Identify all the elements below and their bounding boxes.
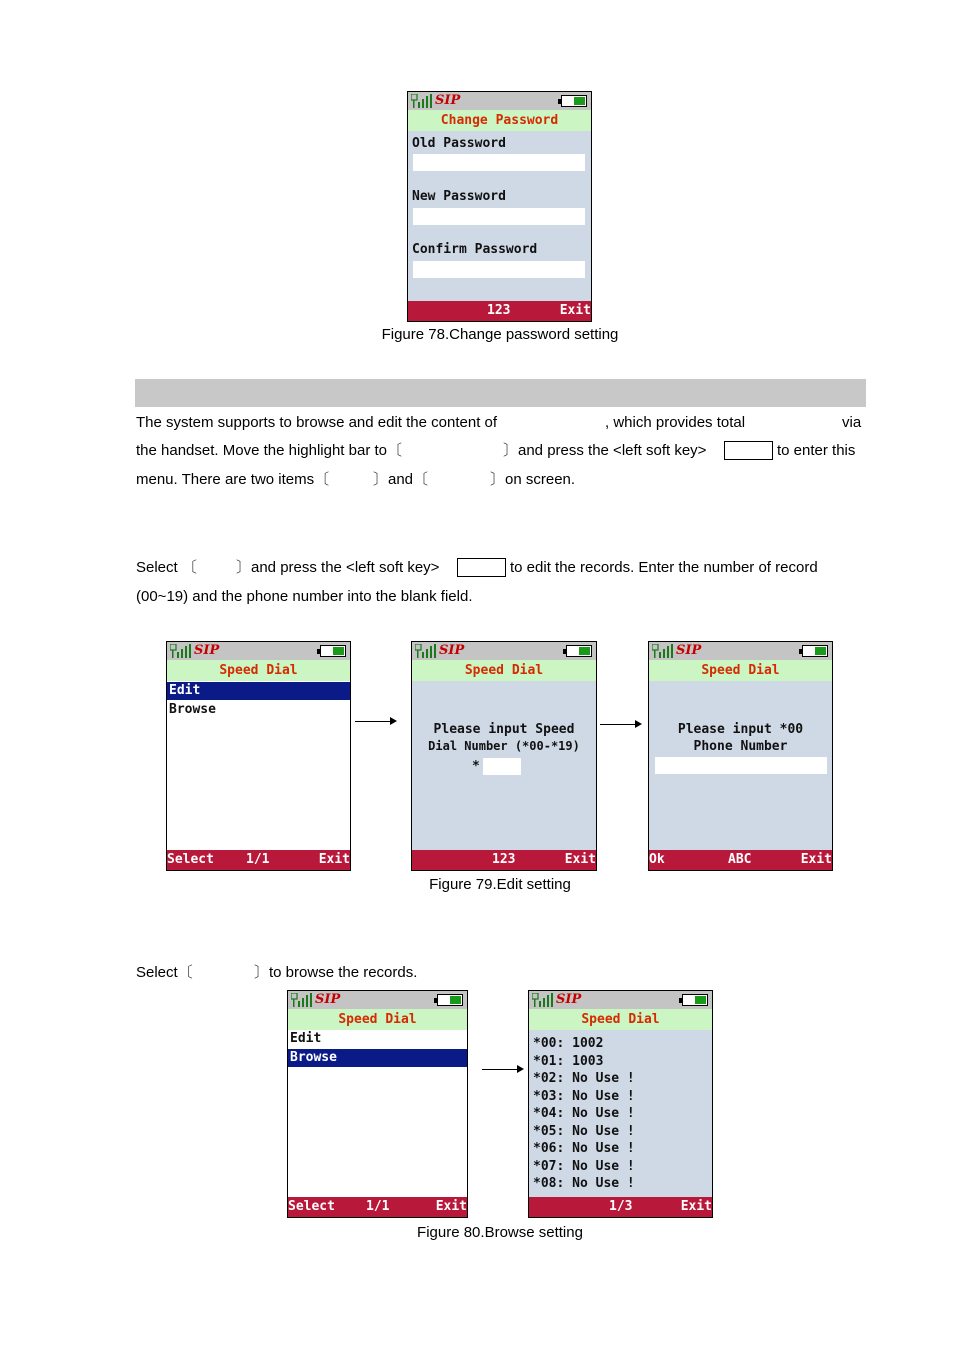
prompt-line-2: Dial Number (*00-*19) <box>428 739 580 753</box>
menu-item-edit[interactable]: Edit <box>290 1031 322 1046</box>
prompt-line-2: Phone Number <box>693 739 788 754</box>
soft-key-mid[interactable]: ABC <box>728 852 752 867</box>
battery-icon <box>682 994 708 1006</box>
soft-key-left[interactable]: Select <box>167 852 214 867</box>
soft-key-bar <box>288 1197 467 1217</box>
signal-icon <box>170 644 192 658</box>
intro-line3a: menu. There are two items〔 <box>136 471 330 488</box>
record-item[interactable]: *08: No Use ! <box>533 1176 635 1191</box>
screen-title: Speed Dial <box>167 660 350 681</box>
status-bar <box>412 642 596 660</box>
soft-key-left[interactable]: Ok <box>649 852 665 867</box>
figure-80-caption: Figure 80.Browse setting <box>417 1224 583 1241</box>
record-item[interactable]: *07: No Use ! <box>533 1159 635 1174</box>
screen-title: Change Password <box>408 110 591 131</box>
soft-key-mid[interactable]: 123 <box>492 852 516 867</box>
new-password-field[interactable] <box>413 208 585 225</box>
menu-item-browse[interactable]: Browse <box>169 702 216 717</box>
speed-dial-menu-screen <box>287 990 468 1218</box>
browse-line-a: Select〔 <box>136 964 193 981</box>
record-item[interactable]: *00: 1002 <box>533 1036 604 1051</box>
confirm-password-field[interactable] <box>413 261 585 278</box>
arrow-right <box>600 724 640 725</box>
figure-79-caption: Figure 79.Edit setting <box>429 876 571 893</box>
record-item[interactable]: *04: No Use ! <box>533 1106 635 1121</box>
section-heading-bar <box>135 379 866 407</box>
battery-icon <box>437 994 463 1006</box>
soft-key-mid: 1/1 <box>246 852 270 867</box>
intro-line1b: , which provides total <box>605 414 746 431</box>
sip-logo: SIP <box>315 992 341 1007</box>
status-bar <box>288 991 467 1009</box>
sip-logo: SIP <box>556 992 582 1007</box>
arrow-right <box>482 1069 522 1070</box>
status-bar <box>408 92 591 110</box>
edit-line1a: Select 〔 <box>136 559 197 576</box>
speed-dial-menu-screen <box>166 641 351 871</box>
soft-key-mid[interactable]: 123 <box>487 303 511 318</box>
old-password-label: Old Password <box>412 136 506 151</box>
intro-line2a: the handset. Move the highlight bar to〔 <box>136 442 403 459</box>
soft-key-bar <box>408 301 591 321</box>
star-prefix: * <box>472 759 480 774</box>
edit-line1b: 〕and press the <left soft key> <box>236 559 440 576</box>
signal-icon <box>532 993 554 1007</box>
sip-logo: SIP <box>435 93 461 108</box>
intro-line3b: 〕and〔 <box>373 471 429 488</box>
sip-logo: SIP <box>676 643 702 658</box>
soft-key-mid: 1/1 <box>366 1199 390 1214</box>
soft-key-right[interactable]: Exit <box>564 852 596 867</box>
sip-logo: SIP <box>439 643 465 658</box>
arrow-right <box>355 721 395 722</box>
new-password-label: New Password <box>412 189 506 204</box>
phone-number-screen <box>648 641 833 871</box>
menu-item-browse[interactable]: Browse <box>288 1049 467 1067</box>
soft-key-bar <box>412 850 596 870</box>
old-password-field[interactable] <box>413 154 585 171</box>
phone-number-field[interactable] <box>655 757 827 774</box>
soft-key-right[interactable]: Exit <box>559 303 591 318</box>
prompt-line-1: Please input Speed <box>433 722 575 737</box>
intro-line3c: 〕on screen. <box>490 471 576 488</box>
record-item[interactable]: *05: No Use ! <box>533 1124 635 1139</box>
record-item[interactable]: *06: No Use ! <box>533 1141 635 1156</box>
soft-key-right[interactable]: Exit <box>318 852 350 867</box>
intro-line2c: to enter this <box>777 442 856 459</box>
browse-line-b: 〕to browse the records. <box>254 964 418 981</box>
soft-key-box <box>724 441 773 460</box>
signal-icon <box>652 644 674 658</box>
screen-title: Speed Dial <box>288 1009 467 1030</box>
intro-line1a: The system supports to browse and edit the content of <box>136 414 498 431</box>
sip-logo: SIP <box>194 643 220 658</box>
soft-key-box <box>457 558 506 577</box>
soft-key-bar <box>529 1197 712 1217</box>
screen-title: Speed Dial <box>649 660 832 681</box>
edit-line2: (00~19) and the phone number into the blank field. <box>136 588 473 605</box>
battery-icon <box>320 645 346 657</box>
record-item[interactable]: *01: 1003 <box>533 1054 604 1069</box>
record-item[interactable]: *03: No Use ! <box>533 1089 635 1104</box>
soft-key-bar <box>649 850 832 870</box>
soft-key-mid: 1/3 <box>609 1199 633 1214</box>
screen-title: Speed Dial <box>529 1009 712 1030</box>
prompt-line-1: Please input *00 <box>677 722 804 737</box>
soft-key-right[interactable]: Exit <box>435 1199 467 1214</box>
menu-item-edit[interactable]: Edit <box>167 682 350 700</box>
status-bar <box>167 642 350 660</box>
intro-line2b: 〕and press the <left soft key> <box>503 442 707 459</box>
edit-line1c: to edit the records. Enter the number of record <box>510 559 818 576</box>
speed-dial-number-screen <box>411 641 597 871</box>
record-item[interactable]: *02: No Use ! <box>533 1071 635 1086</box>
soft-key-left[interactable]: Select <box>288 1199 335 1214</box>
status-bar <box>529 991 712 1009</box>
figure-78-caption: Figure 78.Change password setting <box>381 326 619 343</box>
signal-icon <box>415 644 437 658</box>
signal-icon <box>291 993 313 1007</box>
battery-icon <box>566 645 592 657</box>
confirm-password-label: Confirm Password <box>412 242 538 257</box>
speed-dial-number-field[interactable] <box>483 758 521 775</box>
intro-line1c: via <box>842 414 862 431</box>
battery-icon <box>561 95 587 107</box>
speed-dial-records-screen <box>528 990 713 1218</box>
screen-title: Speed Dial <box>412 660 596 681</box>
battery-icon <box>802 645 828 657</box>
soft-key-bar <box>167 850 350 870</box>
status-bar <box>649 642 832 660</box>
change-password-screen <box>407 91 592 322</box>
soft-key-right[interactable]: Exit <box>680 1199 712 1214</box>
soft-key-right[interactable]: Exit <box>800 852 832 867</box>
signal-icon <box>411 94 433 108</box>
